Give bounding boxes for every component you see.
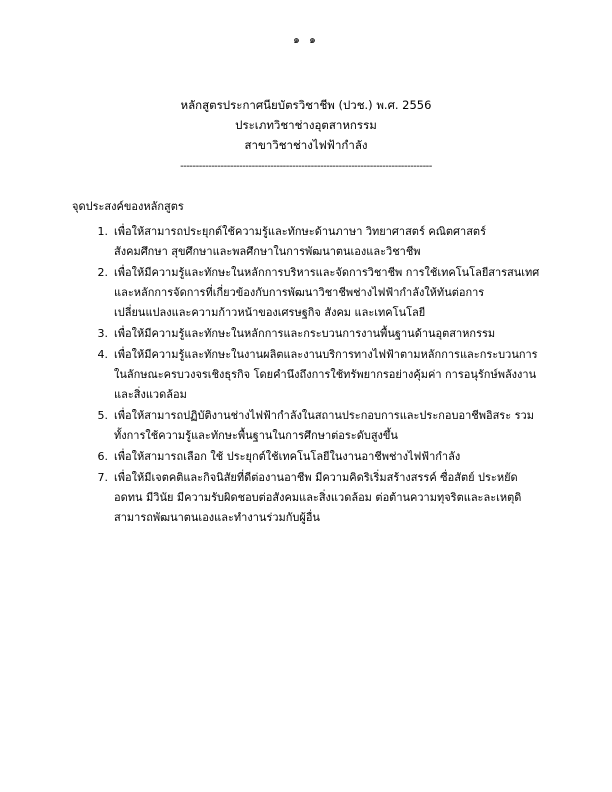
list-item-number: 2. (97, 265, 108, 279)
title-line-2: ประเภทวิชาช่างอุตสาหกรรม (235, 117, 377, 132)
list-item-text: เพื่อให้มีเจตคติและกิจนิสัยที่ดีต่องานอาชีพ มีความคิดริเริ่มสร้างสรรค์ ซื่อสัตย์ ประหยัด อดทน มีวินัย มีความรับผิดชอบต่อสังคมและสิ่งแวดล้อม ต่อต้านความทุจริตและละเหตุดิ สามารถพัฒนาตนเองและทำงานร่วมกับผู้อื่น (114, 470, 522, 524)
list-item (62, 324, 550, 344)
document-title-block (62, 95, 550, 155)
objectives-list (62, 222, 550, 528)
list-item (62, 263, 550, 323)
list-item (62, 222, 550, 262)
list-item (62, 468, 550, 528)
list-item-text: เพื่อให้สามารถเลือก ใช้ ประยุกต์ใช้เทคโนโลยีในงานอาชีพช่างไฟฟ้ากำลัง (114, 449, 461, 463)
list-item (62, 345, 550, 405)
title-divider: --------------------------------------------------------------------------------- (180, 160, 432, 172)
list-item-number: 5. (97, 408, 108, 422)
list-item-text: เพื่อให้สามารถปฏิบัติงานช่างไฟฟ้ากำลังในสถานประกอบการและประกอบอาชีพอิสระ รวมทั้งการใช้ความรู้และทักษะพื้นฐานในการศึกษาต่อระดับสูงขึ้น (114, 408, 534, 442)
list-item-number: 1. (97, 224, 108, 238)
title-line-1: หลักสูตรประกาศนียบัตรวิชาชีพ (ปวช.) พ.ศ. 2556 (180, 97, 432, 112)
list-item (62, 406, 550, 446)
page-header-mark: ๑ ๑ (293, 34, 319, 46)
title-line-3: สาขาวิชาช่างไฟฟ้ากำลัง (244, 137, 368, 152)
section-heading-objectives: จุดประสงค์ของหลักสูตร (72, 199, 184, 213)
list-item-number: 6. (97, 449, 108, 463)
list-item-number: 3. (97, 326, 108, 340)
list-item-text: เพื่อให้มีความรู้และทักษะในงานผลิตและงานบริการทางไฟฟ้าตามหลักการและกระบวนการในลักษณะครบวงจรเชิงธุรกิจ โดยคำนึงถึงการใช้ทรัพยากรอย่างคุ้มค่า การอนุรักษ์พลังงานและสิ่งแวดล้อม (114, 347, 538, 401)
list-item-number: 7. (97, 470, 108, 484)
list-item-number: 4. (97, 347, 108, 361)
list-item-text: เพื่อให้สามารถประยุกต์ใช้ความรู้และทักษะด้านภาษา วิทยาศาสตร์ คณิตศาสตร์ สังคมศึกษา สุขศึกษาและพลศึกษาในการพัฒนาตนเองและวิชาชีพ (114, 224, 486, 258)
list-item (62, 447, 550, 467)
list-item-text: เพื่อให้มีความรู้และทักษะในหลักการและกระบวนการงานพื้นฐานด้านอุตสาหกรรม (114, 326, 496, 340)
list-item-text: เพื่อให้มีความรู้และทักษะในหลักการบริหารและจัดการวิชาชีพ การใช้เทคโนโลยีสารสนเทศและหลักการจัดการที่เกี่ยวข้องกับการพัฒนาวิชาชีพช่างไฟฟ้ากำลังให้ทันต่อการเปลี่ยนแปลงและความก้าวหน้าของเศรษฐกิจ สังคม และเทคโนโลยี (114, 265, 540, 319)
